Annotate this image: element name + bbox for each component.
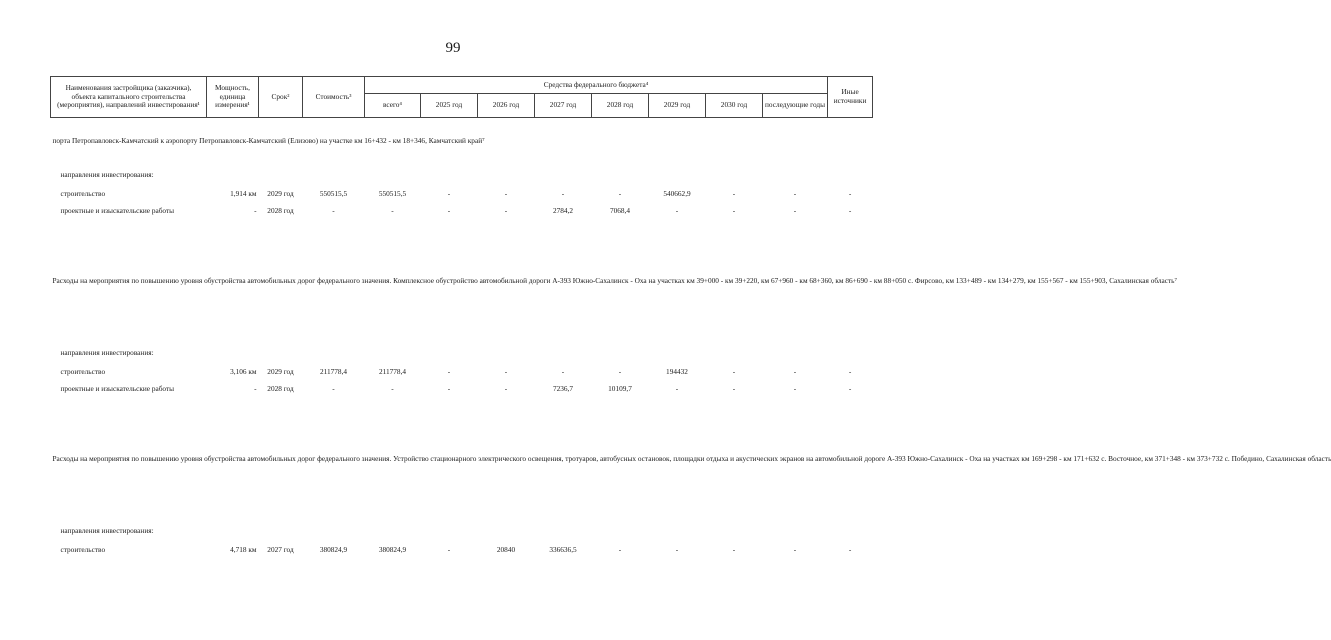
cell-2029: - xyxy=(675,544,679,554)
row-label: проектные и изыскательские работы xyxy=(60,383,175,393)
object-name: Расходы на мероприятия по повышению уровня обустройства автомобильных дорог федерального значения. Комплексное обустройство автомобильной дороги А-393 Южно-Сахалинск - Оха на участках км 39+000 - км 39+220, км 67+960 - км 68+360, км 86+690 - км 88+050 с. Фирсово, км 133+489 - км 134+279, км 155+567 - км 155+903, Сахалинская область⁷ xyxy=(52,276,1178,286)
cell-2028: - xyxy=(618,366,622,376)
cell-2027: 336636,5 xyxy=(549,544,577,554)
cell-2029: 194432 xyxy=(666,366,688,376)
cell-2026: - xyxy=(504,366,508,376)
cell-2025: - xyxy=(447,205,451,215)
table-row xyxy=(51,542,873,559)
cell-2028: 7068,4 xyxy=(609,205,631,215)
cell-2026: - xyxy=(504,188,508,198)
cell-2029: 540662,9 xyxy=(663,188,691,198)
cell-other: - xyxy=(848,366,852,376)
cell-2028: 10109,7 xyxy=(608,383,632,393)
cell-2026: 20840 xyxy=(496,544,516,554)
cell-subsequent: - xyxy=(793,383,797,393)
cell-2028: - xyxy=(618,544,622,554)
object-name: порта Петропавловск-Камчатский к аэропорту Петропавловск-Камчатский (Елизово) на участке км 16+432 - км 18+346, Камчатский край⁷ xyxy=(52,136,485,146)
cell-2025: - xyxy=(447,383,451,393)
cell-2030: - xyxy=(732,205,736,215)
cell-term: 2029 год xyxy=(267,188,294,198)
header-total: всего⁴ xyxy=(365,94,421,118)
investment-directions-label: направления инвестирования: xyxy=(60,526,154,536)
cell-2027: 2784,2 xyxy=(552,205,574,215)
cell-total: 550515,5 xyxy=(378,188,407,198)
header-2027: 2027 год xyxy=(535,94,592,118)
cell-2030: - xyxy=(732,188,736,198)
cell-cost: 211778,4 xyxy=(319,366,348,376)
cell-total: - xyxy=(391,383,394,393)
cell-2027: - xyxy=(561,188,565,198)
cell-2025: - xyxy=(447,188,451,198)
cell-2028: - xyxy=(618,188,622,198)
row-label: строительство xyxy=(60,544,106,554)
cell-cost: 550515,5 xyxy=(319,188,348,198)
row-label: проектные и изыскательские работы xyxy=(60,205,175,215)
header-federal-funds: Средства федерального бюджета⁴ xyxy=(365,77,828,94)
investment-directions-label: направления инвестирования: xyxy=(60,170,154,180)
cell-capacity: 1,914 км xyxy=(230,188,257,198)
cell-2027: 7236,7 xyxy=(552,383,574,393)
cell-total: 380824,9 xyxy=(378,544,407,554)
cell-2030: - xyxy=(732,366,736,376)
cell-term: 2028 год xyxy=(267,205,294,215)
cell-capacity: 3,106 км xyxy=(230,366,257,376)
cell-other: - xyxy=(848,205,852,215)
cell-2026: - xyxy=(504,383,508,393)
cell-subsequent: - xyxy=(793,366,797,376)
header-2028: 2028 год xyxy=(592,94,649,118)
row-label: строительство xyxy=(60,188,106,198)
table-row xyxy=(51,203,873,220)
header-cost: Стоимость³ xyxy=(303,77,365,118)
cell-total: 211778,4 xyxy=(378,366,407,376)
table-row xyxy=(51,364,873,381)
header-2030: 2030 год xyxy=(706,94,763,118)
cell-2029: - xyxy=(675,205,679,215)
cell-cost: 380824,9 xyxy=(319,544,348,554)
cell-subsequent: - xyxy=(793,188,797,198)
cell-2025: - xyxy=(447,544,451,554)
cell-subsequent: - xyxy=(793,205,797,215)
header-subsequent: последующие годы xyxy=(763,94,828,118)
cell-cost: - xyxy=(332,383,335,393)
cell-other: - xyxy=(848,188,852,198)
cell-total: - xyxy=(391,205,394,215)
cell-term: 2028 год xyxy=(267,383,294,393)
cell-2027: - xyxy=(561,366,565,376)
cell-other: - xyxy=(848,544,852,554)
header-other-sources: Иные источники xyxy=(828,77,873,118)
header-name: Наименования застройщика (заказчика), объекта капитального строительства (мероприятия), направлений инвестирования¹ xyxy=(51,77,207,118)
cell-cost: - xyxy=(332,205,335,215)
cell-term: 2027 год xyxy=(267,544,294,554)
object-name: Расходы на мероприятия по повышению уровня обустройства автомобильных дорог федерального значения. Устройство стационарного электрического освещения, тротуаров, автобусных остановок, площадки отдыха и акустических экранов на автомобильной дороге А-393 Южно-Сахалинск - Оха на участках км 169+298 - км 171+632 с. Восточное, км 371+348 - км 373+732 с. Победино, Сахалинская область xyxy=(52,454,1331,464)
header-2029: 2029 год xyxy=(649,94,706,118)
cell-2026: - xyxy=(504,205,508,215)
header-2025: 2025 год xyxy=(421,94,478,118)
investment-directions-label: направления инвестирования: xyxy=(60,348,154,358)
cell-subsequent: - xyxy=(793,544,797,554)
page-number: 99 xyxy=(445,40,461,56)
federal-budget-table xyxy=(50,76,1331,559)
table-row xyxy=(51,186,873,203)
cell-capacity: - xyxy=(254,205,257,215)
cell-2030: - xyxy=(732,383,736,393)
cell-2025: - xyxy=(447,366,451,376)
cell-term: 2029 год xyxy=(267,366,294,376)
cell-capacity: - xyxy=(254,383,257,393)
cell-2029: - xyxy=(675,383,679,393)
header-2026: 2026 год xyxy=(478,94,535,118)
header-term: Срок² xyxy=(259,77,303,118)
cell-2030: - xyxy=(732,544,736,554)
row-label: строительство xyxy=(60,366,106,376)
header-capacity: Мощность, единица измерения¹ xyxy=(207,77,259,118)
table-row xyxy=(51,381,873,398)
cell-other: - xyxy=(848,383,852,393)
cell-capacity: 4,718 км xyxy=(230,544,257,554)
